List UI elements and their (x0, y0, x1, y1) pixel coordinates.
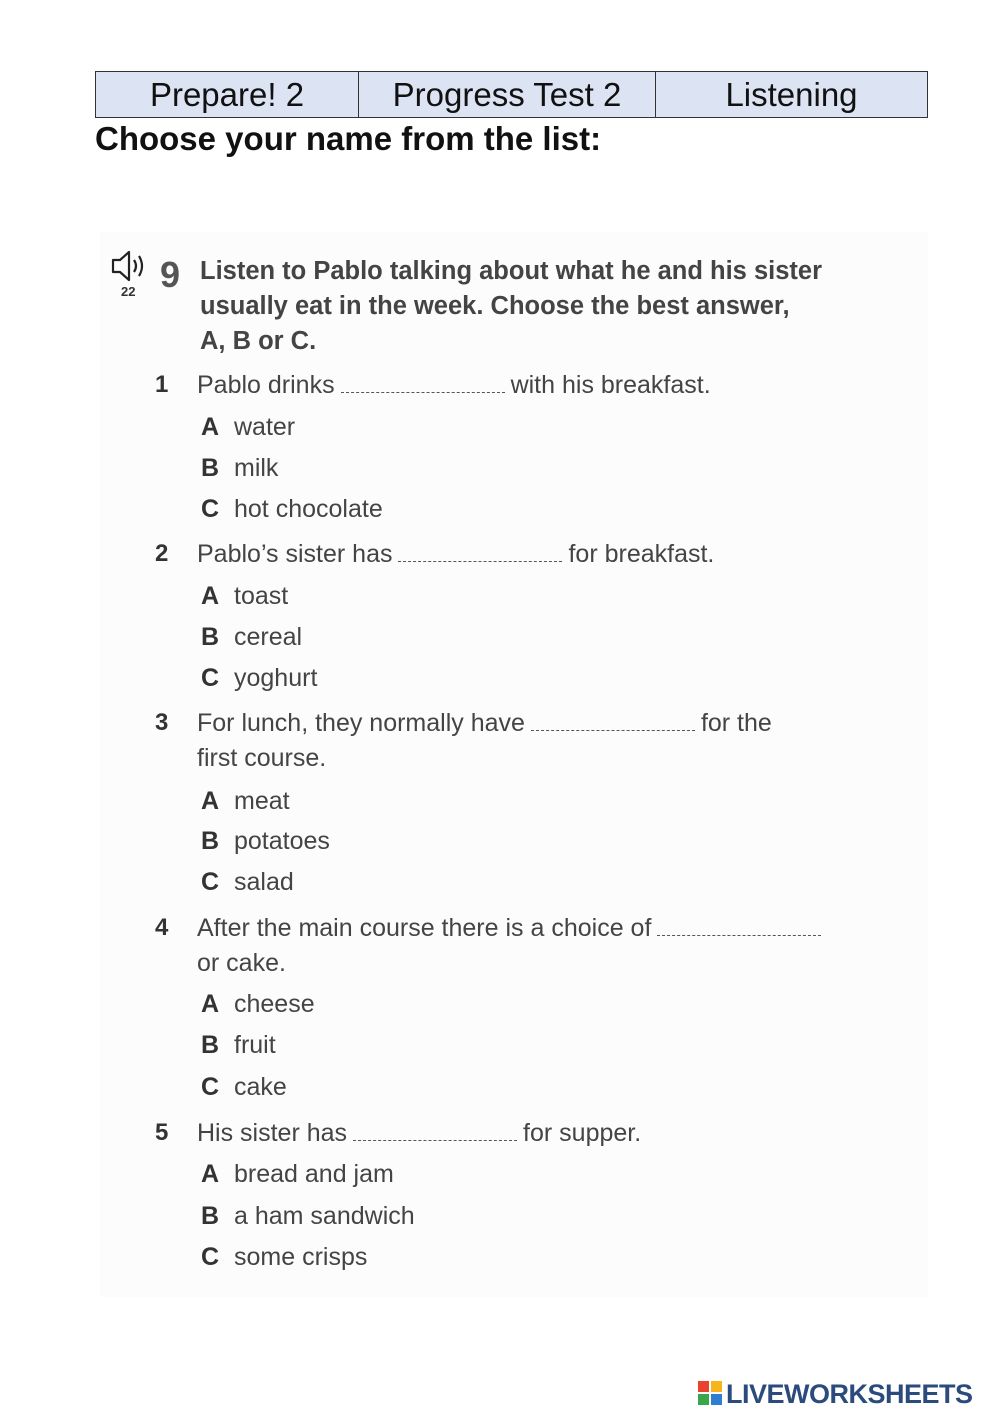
option-a[interactable] (201, 784, 290, 818)
question-number: 5 (155, 1119, 169, 1146)
option-text: potatoes (234, 827, 330, 855)
option-letter: B (201, 1031, 220, 1059)
option-a[interactable] (201, 410, 295, 444)
header-book-cell: Prepare! 2 (96, 72, 359, 118)
option-c[interactable] (201, 492, 383, 526)
option-letter: C (201, 495, 220, 523)
option-c[interactable] (201, 865, 294, 899)
option-b[interactable] (201, 451, 278, 485)
logo-text: LIVEWORKSHEETS (726, 1378, 973, 1409)
answer-gap[interactable] (398, 547, 562, 562)
option-a[interactable] (201, 987, 315, 1021)
option-text: cereal (234, 623, 303, 651)
option-c[interactable] (201, 1240, 367, 1274)
option-letter: A (201, 1160, 220, 1188)
option-b[interactable] (201, 824, 330, 858)
option-text: water (234, 413, 296, 441)
option-text: some crisps (234, 1243, 368, 1271)
logo-square (698, 1381, 709, 1392)
question-text (197, 368, 711, 403)
instruction-line: Listen to Pablo talking about what he and his sister (200, 257, 822, 285)
header-section-cell: Listening (656, 72, 928, 118)
option-text: cheese (234, 990, 315, 1018)
question-text-before: His sister has (197, 1119, 348, 1147)
option-text: bread and jam (234, 1160, 394, 1188)
option-letter: B (201, 827, 220, 855)
header-table (95, 71, 928, 118)
option-b[interactable] (201, 1028, 276, 1062)
question-text (197, 537, 714, 572)
option-c[interactable] (201, 661, 317, 695)
option-letter: A (201, 582, 220, 610)
option-letter: C (201, 664, 220, 692)
instruction-line: usually eat in the week. Choose the best answer, (200, 292, 790, 320)
option-text: toast (234, 582, 289, 610)
question-text-before: After the main course there is a choice of (197, 914, 652, 942)
option-text: fruit (234, 1031, 276, 1059)
speaker-icon (110, 248, 150, 284)
audio-track-marker (110, 248, 150, 302)
option-a[interactable] (201, 579, 288, 613)
question-line: first course. (197, 744, 327, 772)
answer-gap[interactable] (353, 1126, 517, 1141)
question-text-after: for the (700, 709, 772, 737)
option-letter: C (201, 868, 220, 896)
header-row (96, 72, 928, 118)
logo-square (711, 1381, 722, 1392)
question-number: 3 (155, 709, 169, 736)
audio-track-number: 22 (121, 284, 136, 299)
option-letter: A (201, 990, 220, 1018)
question-line (197, 911, 827, 946)
question-number: 2 (155, 540, 169, 567)
question-text-before: Pablo drinks (197, 371, 335, 399)
option-c[interactable] (201, 1070, 287, 1104)
exercise-instruction (200, 254, 880, 359)
option-text: yoghurt (234, 664, 318, 692)
answer-gap[interactable] (657, 921, 821, 936)
option-a[interactable] (201, 1157, 394, 1191)
option-letter: A (201, 787, 220, 815)
option-letter: B (201, 454, 220, 482)
answer-gap[interactable] (531, 716, 695, 731)
option-text: meat (234, 787, 290, 815)
question-line: or cake. (197, 949, 286, 977)
option-letter: B (201, 623, 220, 651)
option-text: salad (234, 868, 294, 896)
question-line (197, 706, 772, 741)
question-text-after: for breakfast. (568, 540, 715, 568)
logo-mark-icon (698, 1381, 724, 1407)
logo-square (711, 1394, 722, 1405)
question-text-before: Pablo’s sister has (197, 540, 393, 568)
name-prompt: Choose your name from the list: (95, 120, 602, 157)
instruction-line: A, B or C. (200, 327, 317, 355)
option-letter: B (201, 1202, 220, 1230)
option-text: a ham sandwich (234, 1202, 415, 1230)
option-letter: A (201, 413, 220, 441)
question-text (197, 1116, 641, 1151)
question-text (197, 911, 827, 981)
question-text-after: for supper. (523, 1119, 642, 1147)
question-text-before: For lunch, they normally have (197, 709, 525, 737)
question-text (197, 706, 772, 776)
answer-gap[interactable] (341, 378, 505, 393)
header-test-cell: Progress Test 2 (359, 72, 656, 118)
logo-square (698, 1394, 709, 1405)
option-text: hot chocolate (234, 495, 383, 523)
question-number: 1 (155, 371, 169, 398)
option-letter: C (201, 1243, 220, 1271)
option-b[interactable] (201, 1199, 415, 1233)
question-number: 4 (155, 914, 169, 941)
option-letter: C (201, 1073, 220, 1101)
exercise-number: 9 (160, 254, 181, 295)
option-b[interactable] (201, 620, 302, 654)
liveworksheets-logo (698, 1378, 973, 1410)
option-text: cake (234, 1073, 287, 1101)
question-text-after: with his breakfast. (510, 371, 711, 399)
option-text: milk (234, 454, 279, 482)
